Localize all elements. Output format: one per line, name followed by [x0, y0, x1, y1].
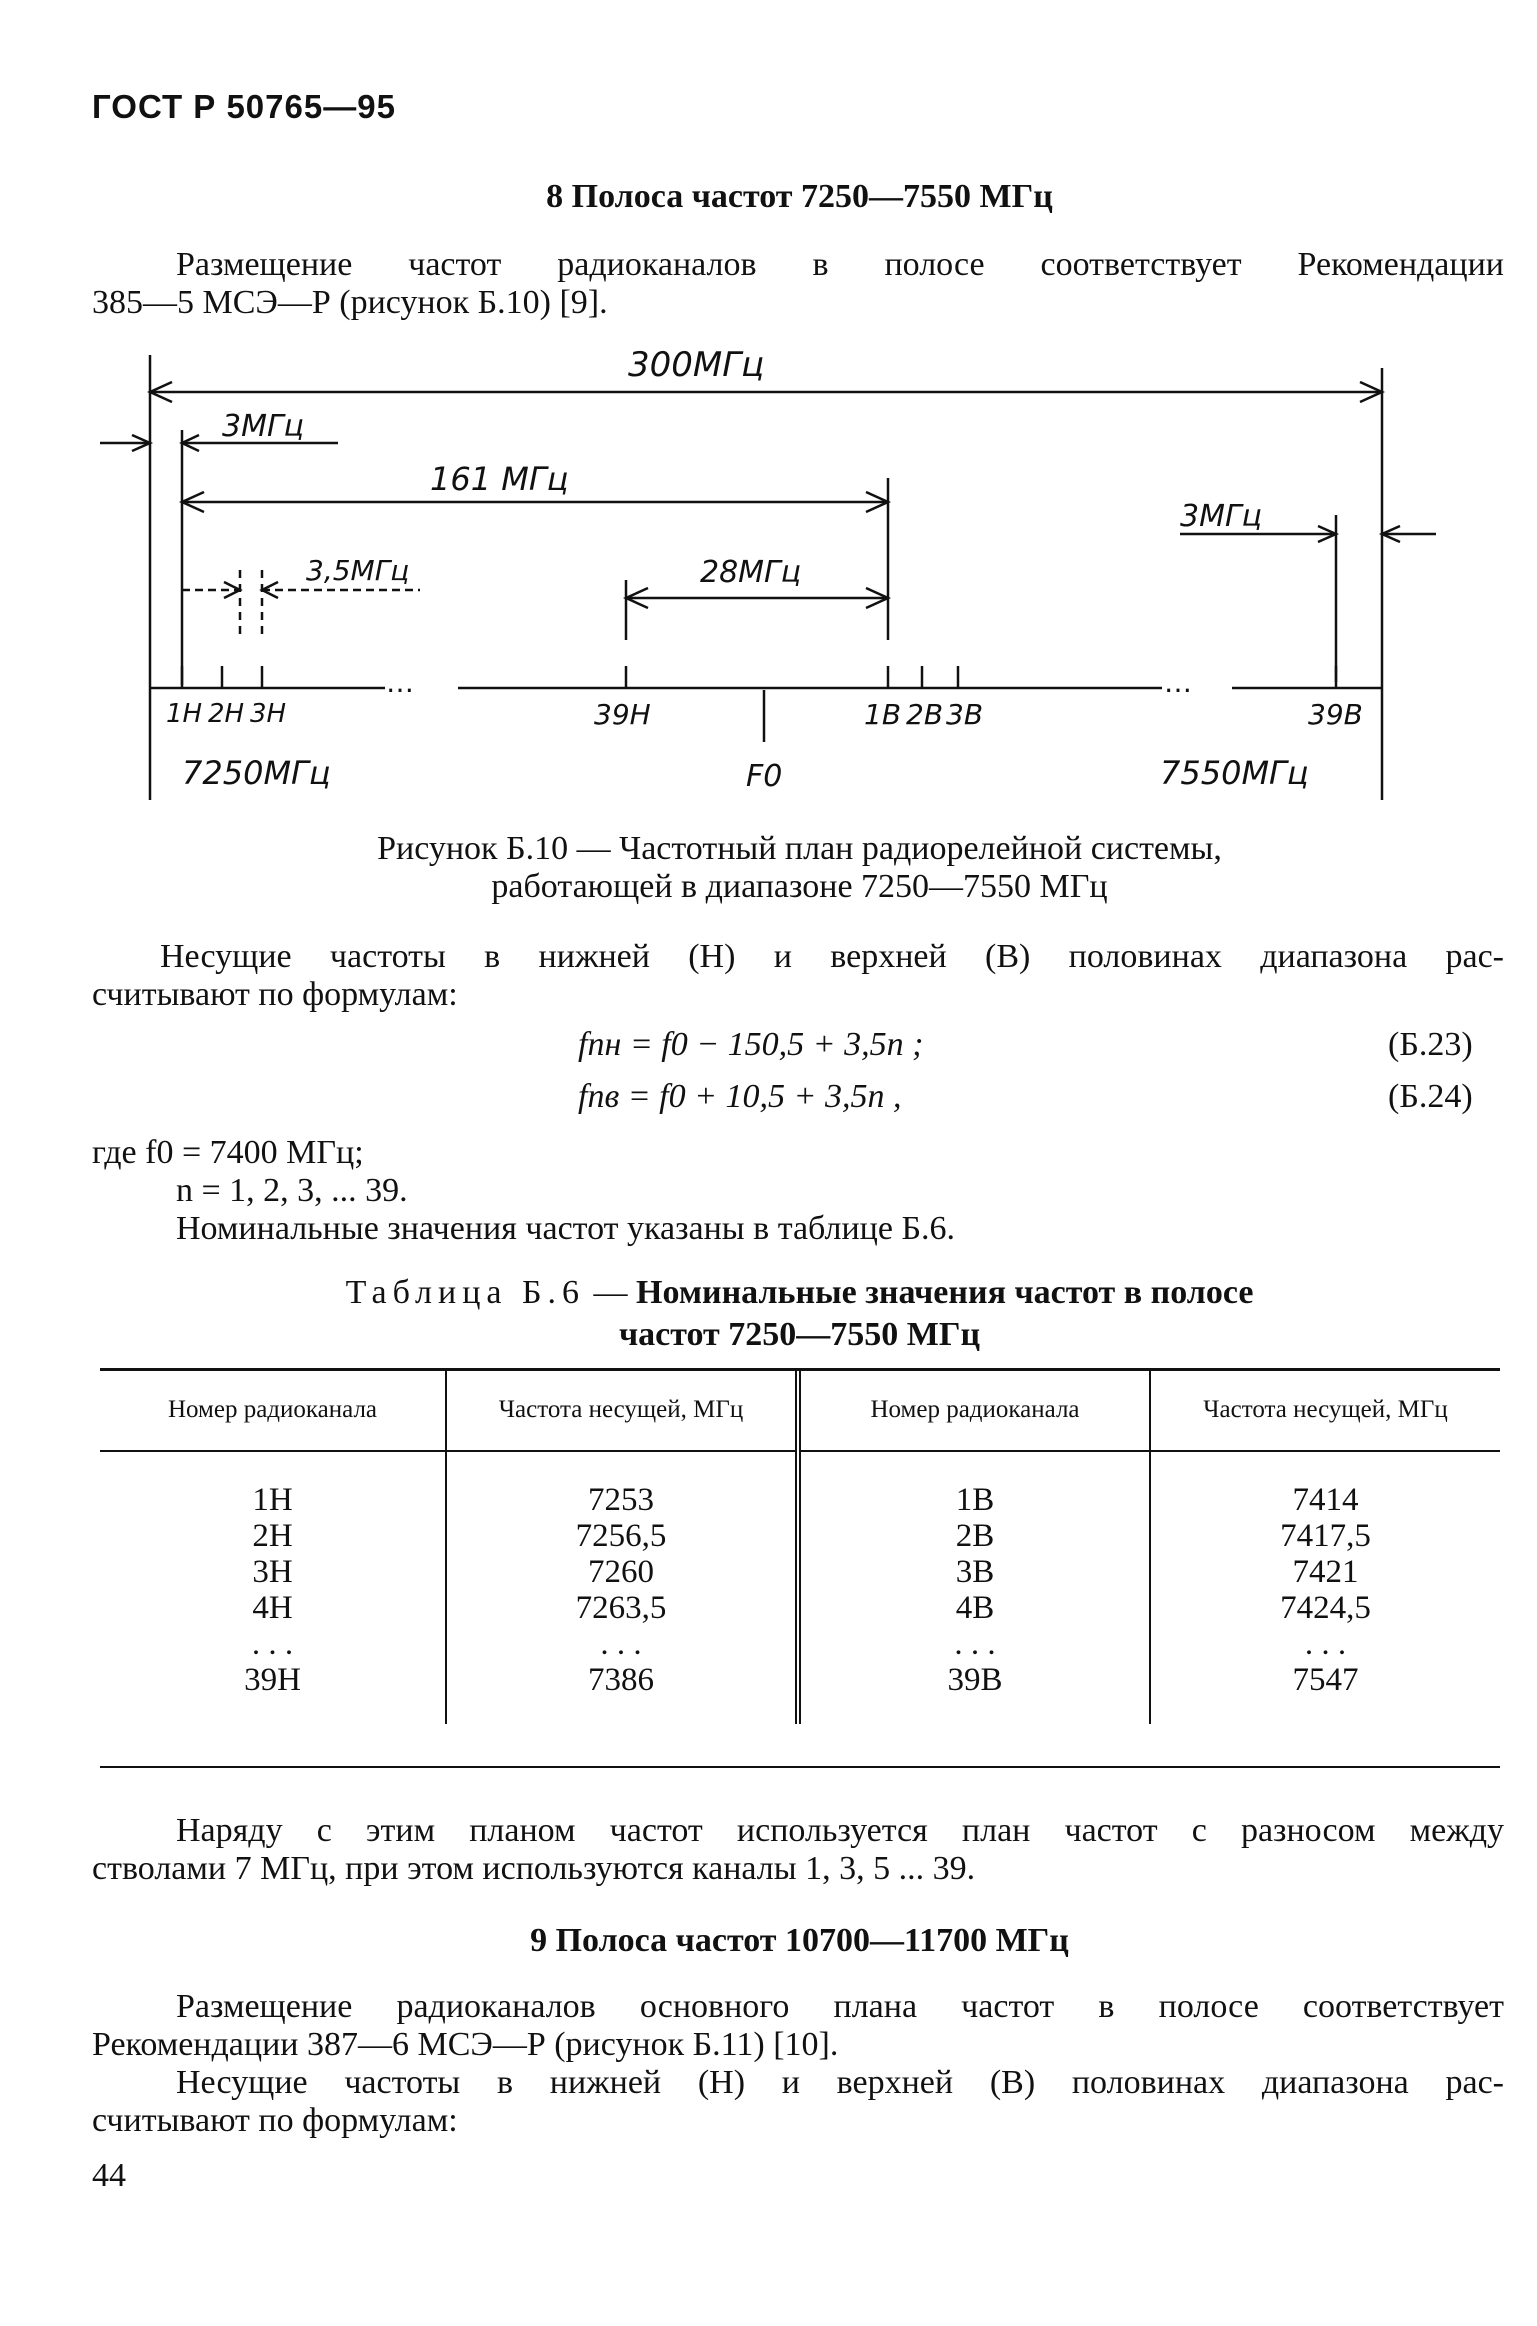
header-carrier-frequency: Частота несущей, МГц	[446, 1368, 798, 1451]
section-8-para-line1: Размещение частот радиоканалов в полосе соответствует Рекомендации	[176, 246, 1504, 283]
section-8-title: 8 Полоса частот 7250—7550 МГц	[546, 178, 1053, 215]
label-28mhz: 28МГц	[700, 555, 802, 590]
table-reference-text: Номинальные значения частот указаны в таблице Б.6.	[176, 1210, 955, 1247]
table-caption-title: Номинальные значения частот в полосе	[636, 1274, 1254, 1311]
col-lower-frequencies: 7253 7256,5 7260 7263,5 . . . 7386	[446, 1451, 798, 1724]
section-8-para-line2: 385—5 МСЭ—Р (рисунок Б.10) [9].	[92, 284, 608, 321]
formula-b23: fnн = f0 − 150,5 + 3,5n ;	[578, 1026, 924, 1063]
where-f0: где f0 = 7400 МГц;	[92, 1134, 364, 1171]
formula-b24-number: (Б.24)	[1388, 1078, 1473, 1115]
freq-center-label: F0	[746, 759, 783, 794]
section-9-para1-line1: Размещение радиоканалов основного плана частот в полосе соответствует	[176, 1988, 1504, 2025]
header-channel-number-2: Номер радиоканала	[798, 1368, 1150, 1451]
channel-2h: 2Н	[208, 699, 245, 729]
channel-39h: 39Н	[594, 698, 651, 731]
col-lower-channels: 1Н 2Н 3Н 4Н . . . 39Н	[244, 1482, 301, 1698]
after-table-line2: стволами 7 МГц, при этом используются каналы 1, 3, 5 ... 39.	[92, 1850, 976, 1887]
svg-text:…: …	[1164, 666, 1192, 699]
after-table-line1: Наряду с этим планом частот используется план частот с разносом между	[176, 1812, 1504, 1849]
label-3-5mhz: 3,5МГц	[306, 554, 410, 587]
frequency-table	[100, 1368, 1500, 1724]
table-caption: Таблица Б.6 — Номинальные значения частот в полосе частот 7250—7550 МГц	[345, 1274, 1254, 1353]
where-n: n = 1, 2, 3, ... 39.	[176, 1172, 408, 1209]
table-caption-title-2: частот 7250—7550 МГц	[618, 1316, 981, 1353]
freq-low-label: 7250МГц	[182, 754, 331, 792]
figure-caption-line2: работающей в диапазоне 7250—7550 МГц	[491, 868, 1108, 905]
svg-text:…: …	[386, 666, 414, 699]
formula-intro-line1: Несущие частоты в нижней (Н) и верхней (В) половинах диапазона рас-	[160, 938, 1504, 975]
header-carrier-frequency-2: Частота несущей, МГц	[1150, 1368, 1500, 1451]
channel-3h: 3Н	[250, 699, 287, 729]
frequency-plan-figure	[0, 340, 1537, 820]
header-channel-number: Номер радиоканала	[100, 1368, 446, 1451]
formula-intro-line2: считывают по формулам:	[92, 976, 458, 1013]
table-row	[100, 1451, 1500, 1724]
channel-39b: 39В	[1308, 698, 1363, 731]
col-upper-frequencies: 7414 7417,5 7421 7424,5 . . . 7547	[1150, 1451, 1500, 1724]
document-header: ГОСТ Р 50765—95	[92, 88, 396, 125]
label-3mhz-right: 3МГц	[1180, 499, 1263, 534]
label-3mhz-left: 3МГц	[222, 409, 305, 444]
formula-b24: fnв = f0 + 10,5 + 3,5n ,	[578, 1078, 902, 1115]
channel-3b: 3В	[946, 698, 984, 731]
formula-b23-number: (Б.23)	[1388, 1026, 1473, 1063]
section-9-title: 9 Полоса частот 10700—11700 МГц	[530, 1922, 1069, 1959]
label-161mhz: 161 МГц	[430, 460, 569, 498]
channel-2b: 2В	[906, 698, 944, 731]
section-9-para2-line2: считывают по формулам:	[92, 2102, 458, 2139]
section-9-para1-line2: Рекомендации 387—6 МСЭ—Р (рисунок Б.11) [10].	[92, 2026, 839, 2063]
table-caption-label: Таблица Б.6	[345, 1274, 586, 1311]
freq-high-label: 7550МГц	[1160, 754, 1309, 792]
channel-1b: 1В	[864, 698, 902, 731]
channel-1h: 1Н	[166, 699, 203, 729]
page-number: 44	[92, 2157, 126, 2194]
figure-caption-line1: Рисунок Б.10 — Частотный план радиорелейной системы,	[377, 830, 1222, 867]
label-300mhz: 300МГц	[628, 345, 765, 385]
col-upper-channels: 1В 2В 3В 4В . . . 39В	[798, 1451, 1150, 1724]
table-header-row	[100, 1368, 1500, 1451]
section-9-para2-line1: Несущие частоты в нижней (Н) и верхней (В) половинах диапазона рас-	[176, 2064, 1504, 2101]
